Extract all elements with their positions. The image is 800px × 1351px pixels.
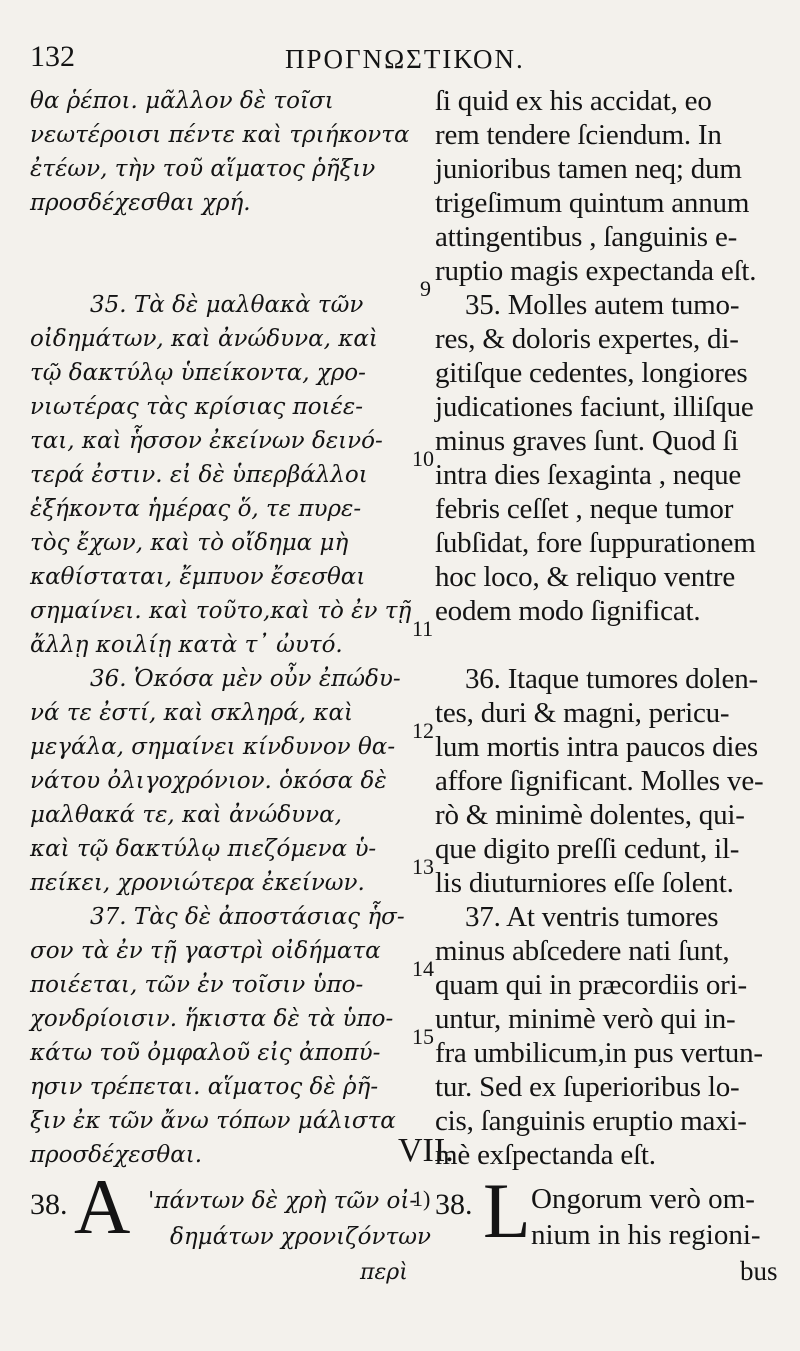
greek-line: 'πάντων δὲ χρὴ τῶν οἰ- [148, 1188, 418, 1214]
greek-line: νάτου ὀλιγοχρόνιον. ὁκόσα δὲ [30, 768, 387, 794]
greek-line: προσδέχεσθαι. [30, 1142, 203, 1168]
greek-line [30, 254, 420, 288]
latin-line: affore ſignificant. Molles ve- [435, 765, 764, 797]
greek-line: ἑξήκοντα ἡμέρας ὅ, τε πυρε- [30, 496, 362, 522]
greek-column [30, 84, 420, 1172]
greek-line: ξιν ἐκ τῶν ἄνω τόπων μάλιστα [30, 1108, 396, 1134]
margin-number: 9 [420, 276, 431, 301]
page-number: 132 [30, 40, 75, 73]
latin-line: minus abſcedere nati ſunt, [435, 935, 730, 967]
margin-number: 13 [412, 854, 434, 879]
greek-line: καὶ τῷ δακτύλῳ πιεζόμενα ὑ- [30, 836, 377, 862]
latin-line: minus graves ſunt. Quod ſi [435, 425, 739, 457]
latin-line: ſi quid ex his accidat, eo [435, 85, 712, 117]
catchword: bus [740, 1256, 778, 1286]
latin-line: judicationes faciunt, illiſque [435, 391, 754, 423]
latin-line: junioribus tamen neq; dum [435, 153, 742, 185]
latin-line: attingentibus , ſanguinis e- [435, 221, 738, 253]
section-number: 38. [435, 1188, 473, 1221]
latin-line: nium in his regioni- [531, 1219, 761, 1251]
latin-line: intra dies ſexaginta , neque [435, 459, 742, 491]
greek-line: ησιν τρέπεται. αἵματος δὲ ῥῆ- [30, 1074, 379, 1100]
greek-line: ἄλλῃ κοιλίῃ κατὰ τ᾽ ὠυτό. [30, 632, 343, 658]
greek-line: δημάτων χρονιζόντων [170, 1224, 431, 1250]
greek-line: νεωτέροισι πέντε καὶ τριήκοντα [30, 122, 410, 148]
drop-cap: L [483, 1167, 531, 1254]
latin-line: cis, ſanguinis eruptio maxi- [435, 1105, 747, 1137]
margin-number: 14 [412, 956, 434, 981]
latin-line: res, & doloris expertes, di- [435, 323, 739, 355]
latin-line: untur, minimè verò qui in- [435, 1003, 736, 1035]
latin-line [435, 628, 785, 662]
latin-line: rem tendere ſciendum. In [435, 119, 722, 151]
latin-line: tur. Sed ex ſuperioribus lo- [435, 1071, 740, 1103]
greek-line: νά τε ἐστί, καὶ σκληρά, καὶ [30, 700, 353, 726]
latin-line: fra umbilicum,in pus vertun- [435, 1037, 763, 1069]
greek-line: τῷ δακτύλῳ ὑπείκοντα, χρο- [30, 360, 366, 386]
greek-line: 37. Τὰς δὲ ἀποστάσιας ἧσ- [90, 904, 405, 930]
latin-line: febris ceſſet , neque tumor [435, 493, 734, 525]
latin-line: hoc loco, & reliquo ventre [435, 561, 736, 593]
margin-number: 1) [412, 1186, 431, 1211]
greek-line: ποιέεται, τῶν ἐν τοῖσιν ὑπο- [30, 972, 364, 998]
latin-line: 35. Molles autem tumo- [465, 289, 740, 321]
latin-column [435, 84, 785, 1172]
greek-line: νιωτέρας τὰς κρίσιας ποιέε- [30, 394, 364, 420]
greek-line: θα ῥέποι. μᾶλλον δὲ τοῖσι [30, 88, 334, 114]
greek-line: πείκει, χρονιώτερα ἐκείνων. [30, 870, 365, 896]
latin-line: gitiſque cedentes, longiores [435, 357, 748, 389]
latin-line: lum mortis intra paucos dies [435, 731, 759, 763]
latin-line: rò & minimè dolentes, qui- [435, 799, 745, 831]
greek-line: 36. Ὁκόσα μὲν οὖν ἐπώδυ- [90, 666, 401, 692]
margin-number: 12 [412, 718, 434, 743]
latin-line: quam qui in præcordiis ori- [435, 969, 747, 1001]
page-header [30, 40, 780, 80]
greek-line: καθίσταται, ἔμπυον ἔσεσθαι [30, 564, 366, 590]
margin-number: 11 [412, 616, 434, 641]
greek-line: σον τὰ ἐν τῇ γαστρὶ οἰδήματα [30, 938, 381, 964]
latin-line: tes, duri & magni, pericu- [435, 697, 730, 729]
catchword: περὶ [360, 1260, 408, 1285]
latin-line: ſubſidat, fore ſuppurationem [435, 527, 756, 559]
greek-line: μεγάλα, σημαίνει κίνδυνον θα- [30, 734, 396, 760]
latin-line: 36. Itaque tumores dolen- [465, 663, 758, 695]
latin-line: 37. At ventris tumores [465, 901, 719, 933]
section-number: 38. [30, 1188, 68, 1221]
margin-number: 15 [412, 1024, 434, 1049]
latin-line: mè exſpectanda eſt. [435, 1139, 656, 1171]
greek-line: 35. Τὰ δὲ μαλθακὰ τῶν [90, 292, 364, 318]
greek-line: χονδρίοισιν. ἥκιστα δὲ τὰ ὑπο- [30, 1006, 394, 1032]
greek-line: τερά ἐστιν. εἰ δὲ ὑπερβάλλοι [30, 462, 368, 488]
section-heading: VII. [398, 1132, 454, 1169]
drop-cap: Α [74, 1163, 131, 1250]
greek-line: τὸς ἔχων, καὶ τὸ οἴδημα μὴ [30, 530, 349, 556]
latin-line: ruptio magis expectanda eſt. [435, 255, 757, 287]
latin-line: lis diuturniores eſſe ſolent. [435, 867, 734, 899]
latin-line: Ongorum verò om- [531, 1183, 755, 1215]
greek-line [30, 220, 420, 254]
latin-line: que digito preſſi cedunt, il- [435, 833, 740, 865]
greek-line: ἐτέων, τὴν τοῦ αἵματος ῥῆξιν [30, 156, 376, 182]
latin-line: eodem modo ſignificat. [435, 595, 701, 627]
running-title: ΠΡΟΓΝΩΣΤΙΚΟΝ. [285, 44, 525, 74]
greek-line: οἰδημάτων, καὶ ἀνώδυνα, καὶ [30, 326, 378, 352]
greek-line: σημαίνει. καὶ τοῦτο,καὶ τὸ ἐν τῇ [30, 598, 412, 624]
greek-line: ται, καὶ ἧσσον ἐκείνων δεινό- [30, 428, 383, 454]
greek-line: κάτω τοῦ ὀμφαλοῦ εἰς ἀποπύ- [30, 1040, 381, 1066]
margin-number: 10 [412, 446, 434, 471]
latin-line: trigeſimum quintum annum [435, 187, 750, 219]
greek-line: προσδέχεσθαι χρή. [30, 190, 251, 216]
greek-line: μαλθακά τε, καὶ ἀνώδυνα, [30, 802, 342, 828]
